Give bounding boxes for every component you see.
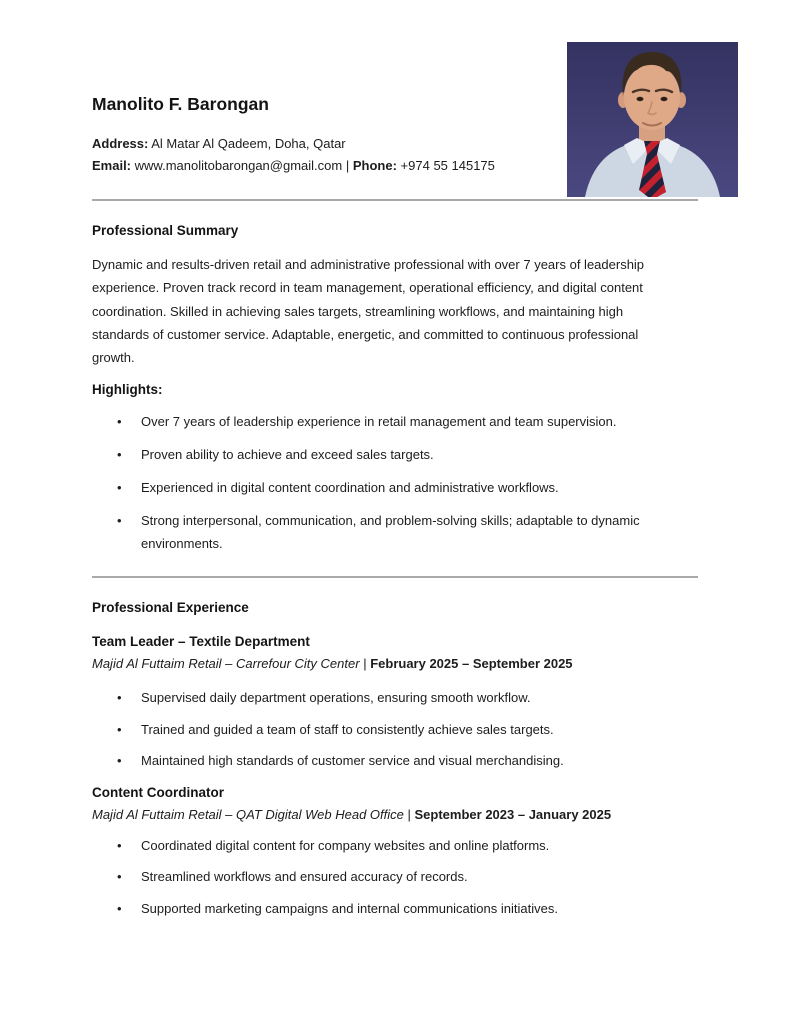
highlight-item: • Experienced in digital content coordination and administrative workflows. <box>141 477 689 500</box>
job-title: Content Coordinator <box>92 784 224 800</box>
resume-content <box>92 0 698 929</box>
highlight-item: • Over 7 years of leadership experience in retail management and team supervision. <box>141 411 689 434</box>
job-meta-line <box>92 653 698 675</box>
divider-pipe: | <box>345 158 350 173</box>
highlights-list <box>92 411 698 555</box>
job-bullet: • Maintained high standards of customer service and visual merchandising. <box>141 750 701 773</box>
job-bullet: • Coordinated digital content for company websites and online platforms. <box>141 835 701 858</box>
job-bullet: • Streamlined workflows and ensured accuracy of records. <box>141 866 701 889</box>
highlight-item: • Strong interpersonal, communication, and problem-solving skills; adaptable to dynamic environments. <box>141 510 689 555</box>
email-phone-line <box>92 155 698 177</box>
section-divider-rule <box>92 576 698 578</box>
job-dates: February 2025 – September 2025 <box>370 656 573 672</box>
person-name: Manolito F. Barongan <box>92 94 269 114</box>
email-value: www.manolitobarongan@gmail.com <box>134 158 343 173</box>
job-company: Majid Al Futtaim Retail – Carrefour City Center <box>92 656 360 672</box>
experience-heading: Professional Experience <box>92 600 249 616</box>
address-line <box>92 133 698 155</box>
highlight-item: • Proven ability to achieve and exceed sales targets. <box>141 444 689 467</box>
job-title: Team Leader – Textile Department <box>92 634 310 650</box>
divider-pipe: | <box>363 656 367 672</box>
header-divider-rule <box>92 199 698 201</box>
job-bullet-list <box>92 835 698 921</box>
summary-paragraph: Dynamic and results-driven retail and administrative professional with over 7 years of leadership experience. Proven track record in team management, operational efficiency, and digital content coordination. Skilled in achieving sales targets, streamlining workflows, and maintaining high standards of customer service. Adaptable, energetic, and committed to continuous professional growth. <box>92 257 645 366</box>
email-label: Email: <box>92 158 132 173</box>
phone-label: Phone: <box>352 158 397 173</box>
job-company: Majid Al Futtaim Retail – QAT Digital Web Head Office <box>92 806 404 822</box>
address-label: Address: <box>92 136 149 151</box>
job-bullet-list <box>92 687 698 773</box>
job-entry <box>92 631 698 773</box>
job-bullet: • Supervised daily department operations, ensuring smooth workflow. <box>141 687 701 710</box>
job-entry <box>92 782 698 921</box>
job-dates: September 2023 – January 2025 <box>414 806 612 822</box>
phone-value: +974 55 145175 <box>400 158 495 173</box>
address-value: Al Matar Al Qadeem, Doha, Qatar <box>151 136 346 151</box>
job-bullet: • Supported marketing campaigns and internal communications initiatives. <box>141 898 701 921</box>
contact-block <box>92 133 698 177</box>
divider-pipe: | <box>407 806 411 822</box>
job-meta-line <box>92 804 698 826</box>
job-bullet: • Trained and guided a team of staff to consistently achieve sales targets. <box>141 719 701 742</box>
summary-heading: Professional Summary <box>92 223 239 238</box>
highlights-heading: Highlights: <box>92 382 163 398</box>
